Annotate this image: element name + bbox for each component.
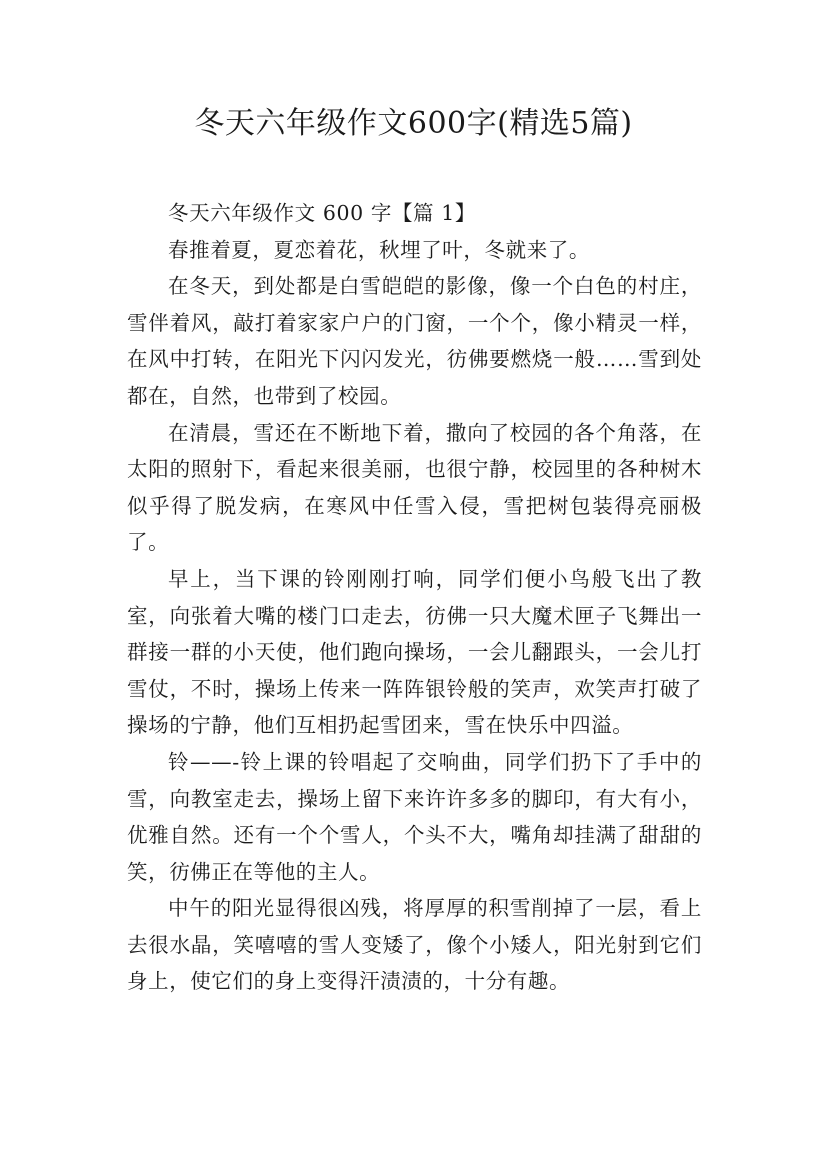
paragraph-4: 早上，当下课的铃刚刚打响，同学们便小鸟般飞出了教室，向张着大嘴的楼门口走去，彷佛一只大魔术匣子飞舞出一群接一群的小天使，他们跑向操场，一会儿翻跟头，一会儿打雪仗，不时，操场上传来一阵阵银铃般的笑声，欢笑声打破了操场的宁静，他们互相扔起雪团来，雪在快乐中四溢。 [127, 566, 702, 738]
paragraph-1: 春推着夏，夏恋着花，秋埋了叶，冬就来了。 [168, 237, 590, 262]
article-body [127, 195, 702, 1000]
paragraph-2: 在冬天，到处都是白雪皑皑的影像，像一个白色的村庄，雪伴着风，敲打着家家户户的门窗，一个个，像小精灵一样，在风中打转，在阳光下闪闪发光，彷佛要燃烧一般……雪到处都在，自然，也带到了校园。 [127, 274, 702, 408]
paragraph-5: 铃——-铃上课的铃唱起了交响曲，同学们扔下了手中的雪，向教室走去，操场上留下来许许多多的脚印，有大有小，优雅自然。还有一个个雪人，个头不大，嘴角却挂满了甜甜的笑，彷佛正在等他的主人。 [127, 749, 702, 884]
section-heading: 冬天六年级作文 600 字【篇 1】 [168, 201, 477, 225]
paragraph-3: 在清晨，雪还在不断地下着，撒向了校园的各个角落，在太阳的照射下，看起来很美丽，也很宁静，校园里的各种树木似乎得了脱发病，在寒风中任雪入侵，雪把树包装得亮丽极了。 [127, 420, 702, 555]
document-title: 冬天六年级作文600字(精选5篇) [194, 106, 633, 141]
paragraph-6: 中午的阳光显得很凶残，将厚厚的积雪削掉了一层，看上去很水晶，笑嘻嘻的雪人变矮了，像个小矮人，阳光射到它们身上，使它们的身上变得汗渍渍的，十分有趣。 [127, 896, 702, 994]
